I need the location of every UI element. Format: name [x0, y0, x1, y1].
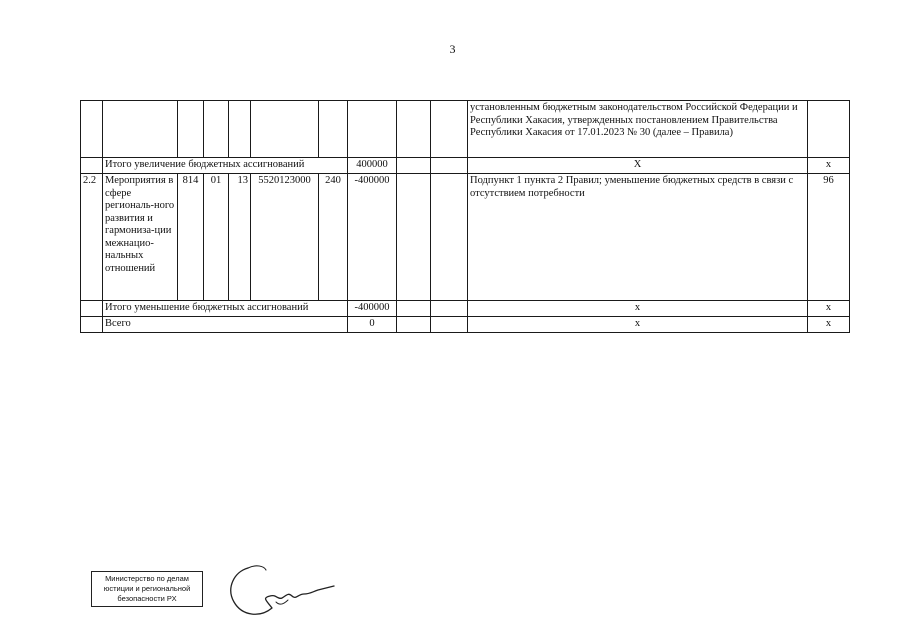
table-row-decrease-total [81, 301, 850, 317]
item-number: 2.2 [81, 174, 103, 301]
ministry-stamp [91, 571, 203, 607]
decrease-total-last: x [808, 301, 850, 317]
item-rz: 01 [204, 174, 229, 301]
grand-total-label: Всего [103, 317, 348, 333]
item-last: 96 [808, 174, 850, 301]
increase-total-last: x [808, 158, 850, 174]
table-row-increase-total [81, 158, 850, 174]
item-basis: Подпункт 1 пункта 2 Правил; уменьшение бюджетных средств в связи с отсутствием потребности [468, 174, 808, 301]
grand-total-last: x [808, 317, 850, 333]
stamp-line-2: юстиции и региональной [103, 584, 191, 593]
grand-total-amount: 0 [348, 317, 397, 333]
table-row-item [81, 174, 850, 301]
decrease-total-basis: x [468, 301, 808, 317]
item-amount: -400000 [348, 174, 397, 301]
item-name: Мероприятия в сфере региональ-ного развития и гармониза-ции межнацио-нальных отношений [103, 174, 178, 301]
basis-cell: установленным бюджетным законодательством Российской Федерации и Республики Хакасия, утвержденных постановлением Правительства Республики Хакасия от 17.01.2023 № 30 (далее – Правила) [468, 101, 808, 158]
decrease-total-amount: -400000 [348, 301, 397, 317]
table-row-grand-total [81, 317, 850, 333]
page-number: 3 [449, 42, 456, 56]
table-row-continuation [81, 101, 850, 158]
item-pr: 13 [229, 174, 251, 301]
increase-total-label: Итого увеличение бюджетных ассигнований [103, 158, 348, 174]
grand-total-basis: x [468, 317, 808, 333]
stamp-line-3: безопасности РХ [117, 594, 177, 603]
decrease-total-label: Итого уменьшение бюджетных ассигнований [103, 301, 348, 317]
stamp-line-1: Министерство по делам [105, 574, 189, 583]
budget-table [80, 100, 850, 333]
item-vr: 240 [319, 174, 348, 301]
increase-total-amount: 400000 [348, 158, 397, 174]
signature [226, 558, 336, 624]
item-gr: 814 [178, 174, 204, 301]
item-csr: 5520123000 [251, 174, 319, 301]
increase-total-basis: X [468, 158, 808, 174]
